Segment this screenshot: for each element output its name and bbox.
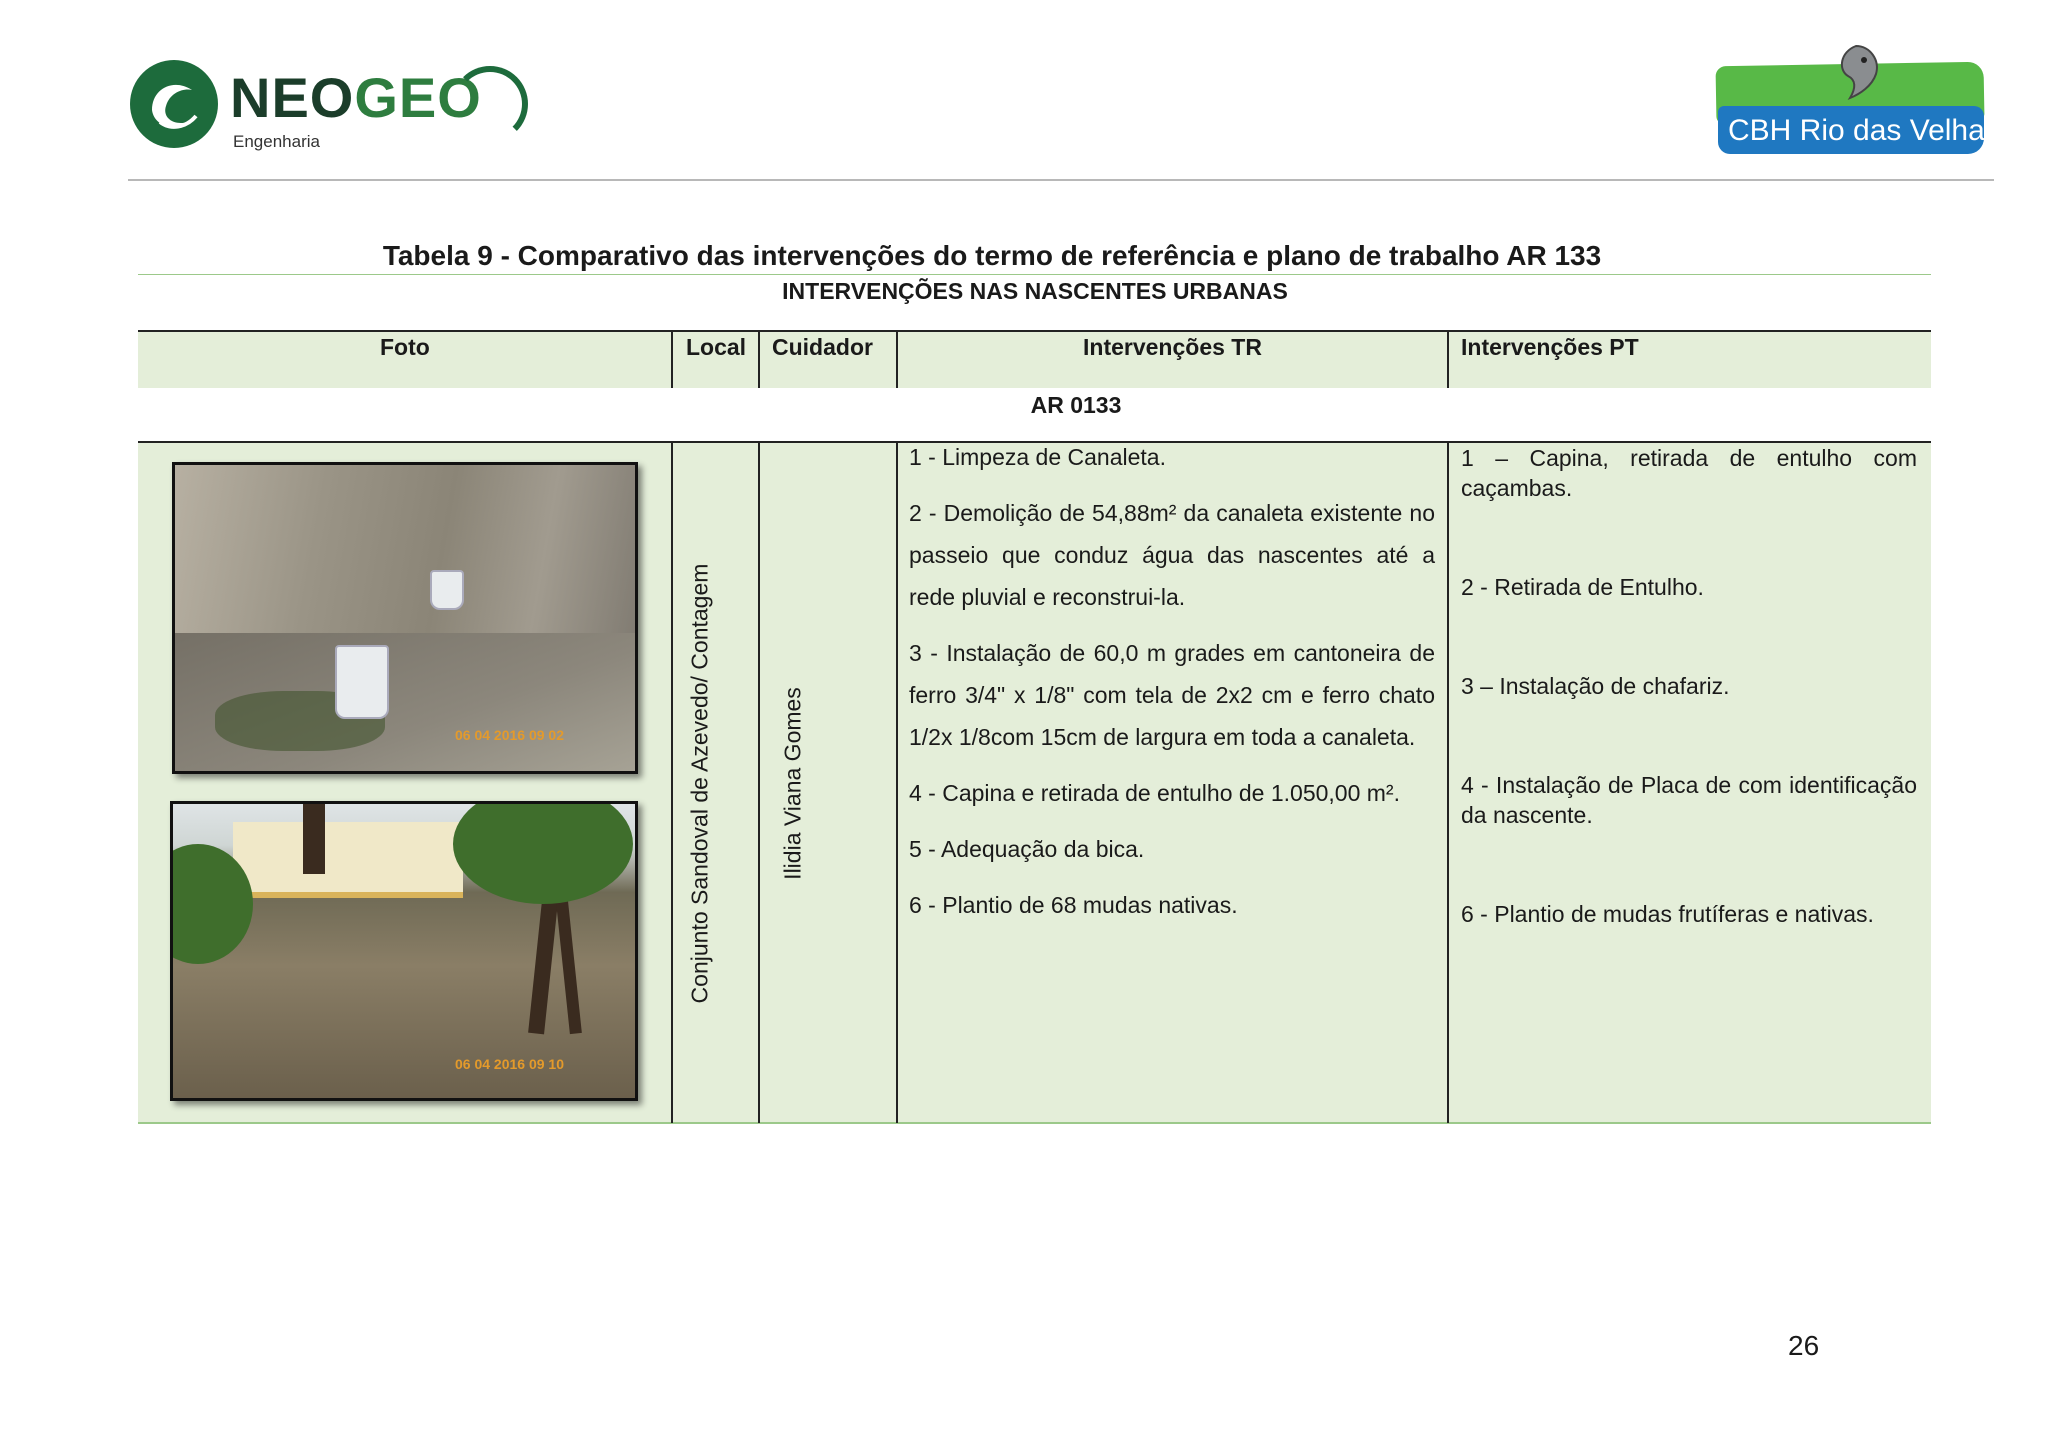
column-divider [671,330,673,388]
photo-building [233,822,463,898]
page-number: 26 [1788,1330,1820,1361]
column-header-intervencoes-pt: Intervenções PT [1461,334,1639,360]
column-divider [758,330,760,388]
photo-terreno [170,801,638,1101]
column-divider [896,443,898,1123]
title-divider [138,274,1931,275]
column-header-cuidador: Cuidador [772,334,873,360]
table-title: Tabela 9 - Comparativo das intervenções do termo de referência e plano de trabalho AR 133 [382,240,1602,271]
bucket-large [335,645,389,719]
local-cell: Conjunto Sandoval de Azevedo/ Contagem [686,563,713,1004]
photo-date-stamp: 06 04 2016 09 10 [455,1056,564,1072]
cuidador-cell: Ilidia Viana Gomes [779,687,806,880]
column-divider [1447,330,1449,388]
neogeo-emblem-icon [130,60,218,148]
column-header-local: Local [686,334,747,360]
column-header-intervencoes-tr: Intervenções TR [1083,334,1262,360]
header-divider [128,179,1994,181]
neogeo-swoosh-icon [452,66,528,142]
intervencoes-tr-cell [909,443,1435,926]
tr-item: 6 - Plantio de 68 mudas nativas. [909,892,1238,918]
tr-item: 3 - Instalação de 60,0 m grades em cantoneira de ferro 3/4" x 1/8" com tela de 2x2 cm e ferro chato 1/2x 1/8com 15cm de largura em toda a canaleta. [909,640,1435,750]
fish-icon [1826,40,1888,102]
pt-item: 1 – Capina, retirada de entulho com caçambas. [1461,445,1917,501]
pt-item: 6 - Plantio de mudas frutíferas e nativas. [1461,901,1874,927]
pt-item: 4 - Instalação de Placa de com identificação da nascente. [1461,772,1917,828]
column-divider [671,443,673,1123]
neogeo-logo [130,60,510,155]
tr-item: 5 - Adequação da bica. [909,836,1145,862]
photo-tree-trunk [303,804,325,874]
column-divider [1447,443,1449,1123]
photo-foliage [453,801,633,904]
group-label: AR 0133 [1030,392,1122,418]
bucket-small [430,570,464,610]
column-divider [758,443,760,1123]
pt-item: 2 - Retirada de Entulho. [1461,574,1704,600]
photo-date-stamp: 06 04 2016 09 02 [455,727,564,743]
tr-item: 2 - Demolição de 54,88m² da canaleta existente no passeio que conduz água das nascentes até a rede pluvial e reconstrui-la. [909,500,1435,610]
cbh-logo-text: CBH Rio das Velhas [1728,114,2000,147]
pt-item: 3 – Instalação de chafariz. [1461,673,1730,699]
photo-canaleta [172,462,638,774]
tr-item: 1 - Limpeza de Canaleta. [909,444,1166,470]
section-title: INTERVENÇÕES NAS NASCENTES URBANAS [782,278,1288,304]
column-header-foto: Foto [380,334,430,360]
column-divider [896,330,898,388]
tr-item: 4 - Capina e retirada de entulho de 1.050,00 m². [909,780,1400,806]
cbh-logo [1716,40,2000,160]
neogeo-wordmark: NEOGEO [230,66,482,129]
neogeo-subtitle: Engenharia [233,132,320,151]
